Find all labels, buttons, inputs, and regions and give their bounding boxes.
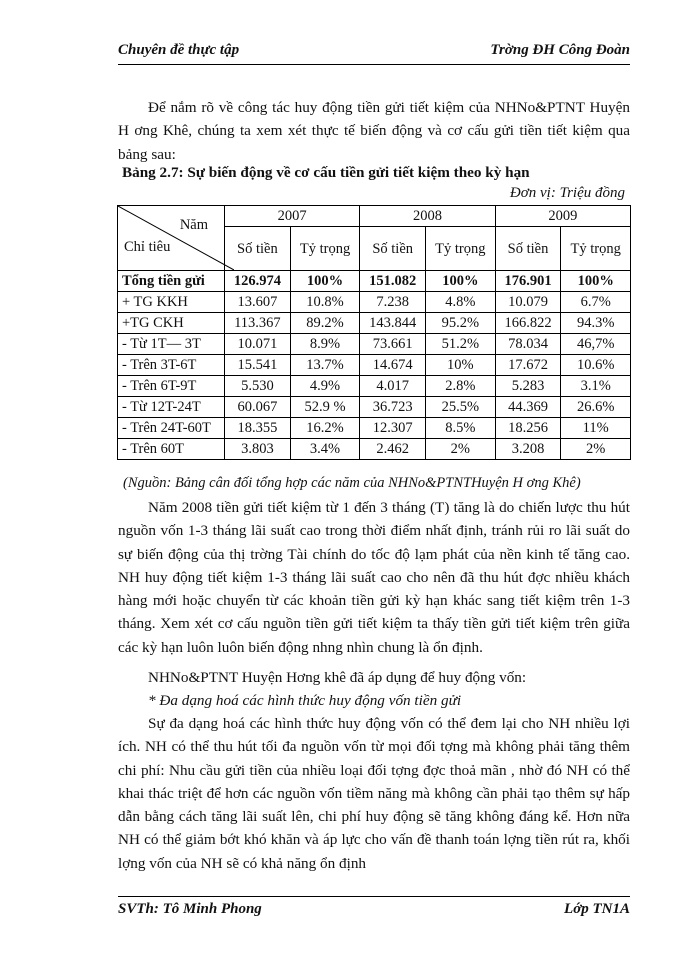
year-header: 2007	[225, 206, 360, 227]
table-row	[118, 271, 631, 292]
diversification-paragraph: Sự đa dạng hoá các hình thức huy động vốn có thể đem lại cho NH nhiều lợi ích. NH có thể thu hút tối đa nguồn vốn từ mọi đối tợng mà không phải tăng thêm chi phí: Nhu cầu gửi tiền của nhiều loại đối tợng đợc thoả mãn , nhờ đó NH có thể khai thác triệt để hơn các nguồn vốn tiềm năng mà không cần phải tạo thêm sự hấp dẫn bằng cách tăng lãi suất lên, chi phí huy động sẽ tăng không đáng kể. Hơn nữa NH có thể giảm bớt khó khăn và áp lực cho vấn đề thanh toán lợng tiền rút ra, khối lợng vốn của NH sẽ có khả năng ổn định	[118, 715, 630, 872]
ratio-cell: 51.2%	[426, 334, 496, 355]
corner-year-label: Năm	[179, 217, 208, 233]
table-row	[118, 397, 631, 418]
amount-cell: 15.541	[225, 355, 291, 376]
amount-cell: 176.901	[495, 271, 561, 292]
table-row	[118, 376, 631, 397]
row-label: - Trên 3T-6T	[118, 355, 225, 376]
method-intro-paragraph: NHNo&PTNT Huyện Hơng khê đã áp dụng để huy động vốn:	[148, 669, 527, 686]
ratio-cell: 89.2%	[290, 313, 360, 334]
ratio-cell: 16.2%	[290, 418, 360, 439]
ratio-cell: 52.9 %	[290, 397, 360, 418]
table-row	[118, 292, 631, 313]
deposit-structure-table	[117, 205, 631, 460]
header-left-text: Chuyên đề thực tập	[118, 42, 240, 58]
ratio-cell: 25.5%	[426, 397, 496, 418]
ratio-cell: 8.9%	[290, 334, 360, 355]
table-row	[118, 355, 631, 376]
amount-cell: 5.530	[225, 376, 291, 397]
ratio-cell: 8.5%	[426, 418, 496, 439]
ratio-cell: 100%	[426, 271, 496, 292]
ratio-cell: 46,7%	[561, 334, 631, 355]
amount-cell: 3.803	[225, 439, 291, 460]
amount-cell: 143.844	[360, 313, 426, 334]
analysis-paragraph: Năm 2008 tiền gửi tiết kiệm từ 1 đến 3 tháng (T) tăng là do chiến lược thu hút nguồn vốn 1-3 tháng lãi suất cao trong thời điểm nhất định, tránh rủi ro lãi suất do sự biến động của thị trờng Tài chính do tốc độ lạm phát của nền kinh tế tăng cao. NH huy động tiết kiệm 1-3 tháng lãi suất cao cho nên đã thu hút đợc nhiều khách hàng mới hoặc chuyển từ các khoản tiền gửi kỳ hạn khác sang tiết kiệm trên 1-3 tháng. Xem xét cơ cấu nguồn tiền gửi tiết kiệm ta thấy tiền gửi tiết kiệm trên giữa các kỳ hạn luôn luôn biến động nhng nhìn chung là ổn định.	[118, 499, 630, 656]
amount-cell: 18.256	[495, 418, 561, 439]
amount-cell: 78.034	[495, 334, 561, 355]
row-label: + TG KKH	[118, 292, 225, 313]
intro-paragraph: Để nắm rõ về công tác huy động tiền gửi tiết kiệm của NHNo&PTNT Huyện H ơng Khê, chúng ta xem xét thực tế biến động và cơ cấu gửi tiền tiết kiệm qua bảng sau:	[118, 99, 630, 163]
ratio-cell: 100%	[290, 271, 360, 292]
row-label: +TG CKH	[118, 313, 225, 334]
amount-cell: 126.974	[225, 271, 291, 292]
ratio-cell: 3.1%	[561, 376, 631, 397]
amount-header: Số tiền	[225, 227, 291, 271]
amount-cell: 13.607	[225, 292, 291, 313]
ratio-header: Tỷ trọng	[561, 227, 631, 271]
amount-cell: 4.017	[360, 376, 426, 397]
table-row	[118, 418, 631, 439]
corner-indicator-label: Chỉ tiêu	[124, 239, 171, 255]
amount-header: Số tiền	[360, 227, 426, 271]
page-footer	[118, 896, 630, 923]
table-caption: Bảng 2.7: Sự biến động về cơ cấu tiền gửi tiết kiệm theo kỳ hạn	[122, 164, 530, 181]
ratio-header: Tỷ trọng	[290, 227, 360, 271]
amount-cell: 3.208	[495, 439, 561, 460]
amount-cell: 14.674	[360, 355, 426, 376]
ratio-cell: 2%	[561, 439, 631, 460]
amount-cell: 18.355	[225, 418, 291, 439]
row-label: - Từ 12T-24T	[118, 397, 225, 418]
amount-cell: 2.462	[360, 439, 426, 460]
table-row	[118, 313, 631, 334]
amount-header: Số tiền	[495, 227, 561, 271]
amount-cell: 36.723	[360, 397, 426, 418]
amount-cell: 44.369	[495, 397, 561, 418]
table-source: (Nguồn: Bảng cân đối tổng hợp các năm của NHNo&PTNTHuyện H ơng Khê)	[123, 475, 581, 491]
footer-class-name: Lớp TN1A	[564, 901, 630, 917]
ratio-cell: 6.7%	[561, 292, 631, 313]
bullet-heading: * Đa dạng hoá các hình thức huy động vốn tiền gửi	[148, 692, 462, 709]
ratio-cell: 94.3%	[561, 313, 631, 334]
ratio-header: Tỷ trọng	[426, 227, 496, 271]
row-label: - Trên 60T	[118, 439, 225, 460]
table-unit: Đơn vị: Triệu đồng	[509, 185, 625, 201]
amount-cell: 10.071	[225, 334, 291, 355]
ratio-cell: 4.9%	[290, 376, 360, 397]
page-header	[118, 40, 630, 65]
row-label: Tổng tiền gửi	[118, 271, 225, 292]
table-row	[118, 334, 631, 355]
amount-cell: 60.067	[225, 397, 291, 418]
year-header: 2009	[495, 206, 630, 227]
ratio-cell: 10.6%	[561, 355, 631, 376]
row-label: - Từ 1T— 3T	[118, 334, 225, 355]
amount-cell: 113.367	[225, 313, 291, 334]
ratio-cell: 3.4%	[290, 439, 360, 460]
ratio-cell: 95.2%	[426, 313, 496, 334]
table-row	[118, 439, 631, 460]
ratio-cell: 11%	[561, 418, 631, 439]
ratio-cell: 13.7%	[290, 355, 360, 376]
row-label: - Trên 24T-60T	[118, 418, 225, 439]
ratio-cell: 4.8%	[426, 292, 496, 313]
amount-cell: 7.238	[360, 292, 426, 313]
amount-cell: 73.661	[360, 334, 426, 355]
amount-cell: 10.079	[495, 292, 561, 313]
amount-cell: 151.082	[360, 271, 426, 292]
ratio-cell: 2.8%	[426, 376, 496, 397]
amount-cell: 17.672	[495, 355, 561, 376]
ratio-cell: 100%	[561, 271, 631, 292]
ratio-cell: 10%	[426, 355, 496, 376]
row-label: - Trên 6T-9T	[118, 376, 225, 397]
amount-cell: 12.307	[360, 418, 426, 439]
year-header: 2008	[360, 206, 495, 227]
footer-student-name: SVTh: Tô Minh Phong	[118, 901, 262, 917]
table-corner-cell	[118, 206, 225, 271]
ratio-cell: 10.8%	[290, 292, 360, 313]
amount-cell: 5.283	[495, 376, 561, 397]
ratio-cell: 26.6%	[561, 397, 631, 418]
amount-cell: 166.822	[495, 313, 561, 334]
header-right-text: Trờng ĐH Công Đoàn	[490, 42, 630, 58]
ratio-cell: 2%	[426, 439, 496, 460]
